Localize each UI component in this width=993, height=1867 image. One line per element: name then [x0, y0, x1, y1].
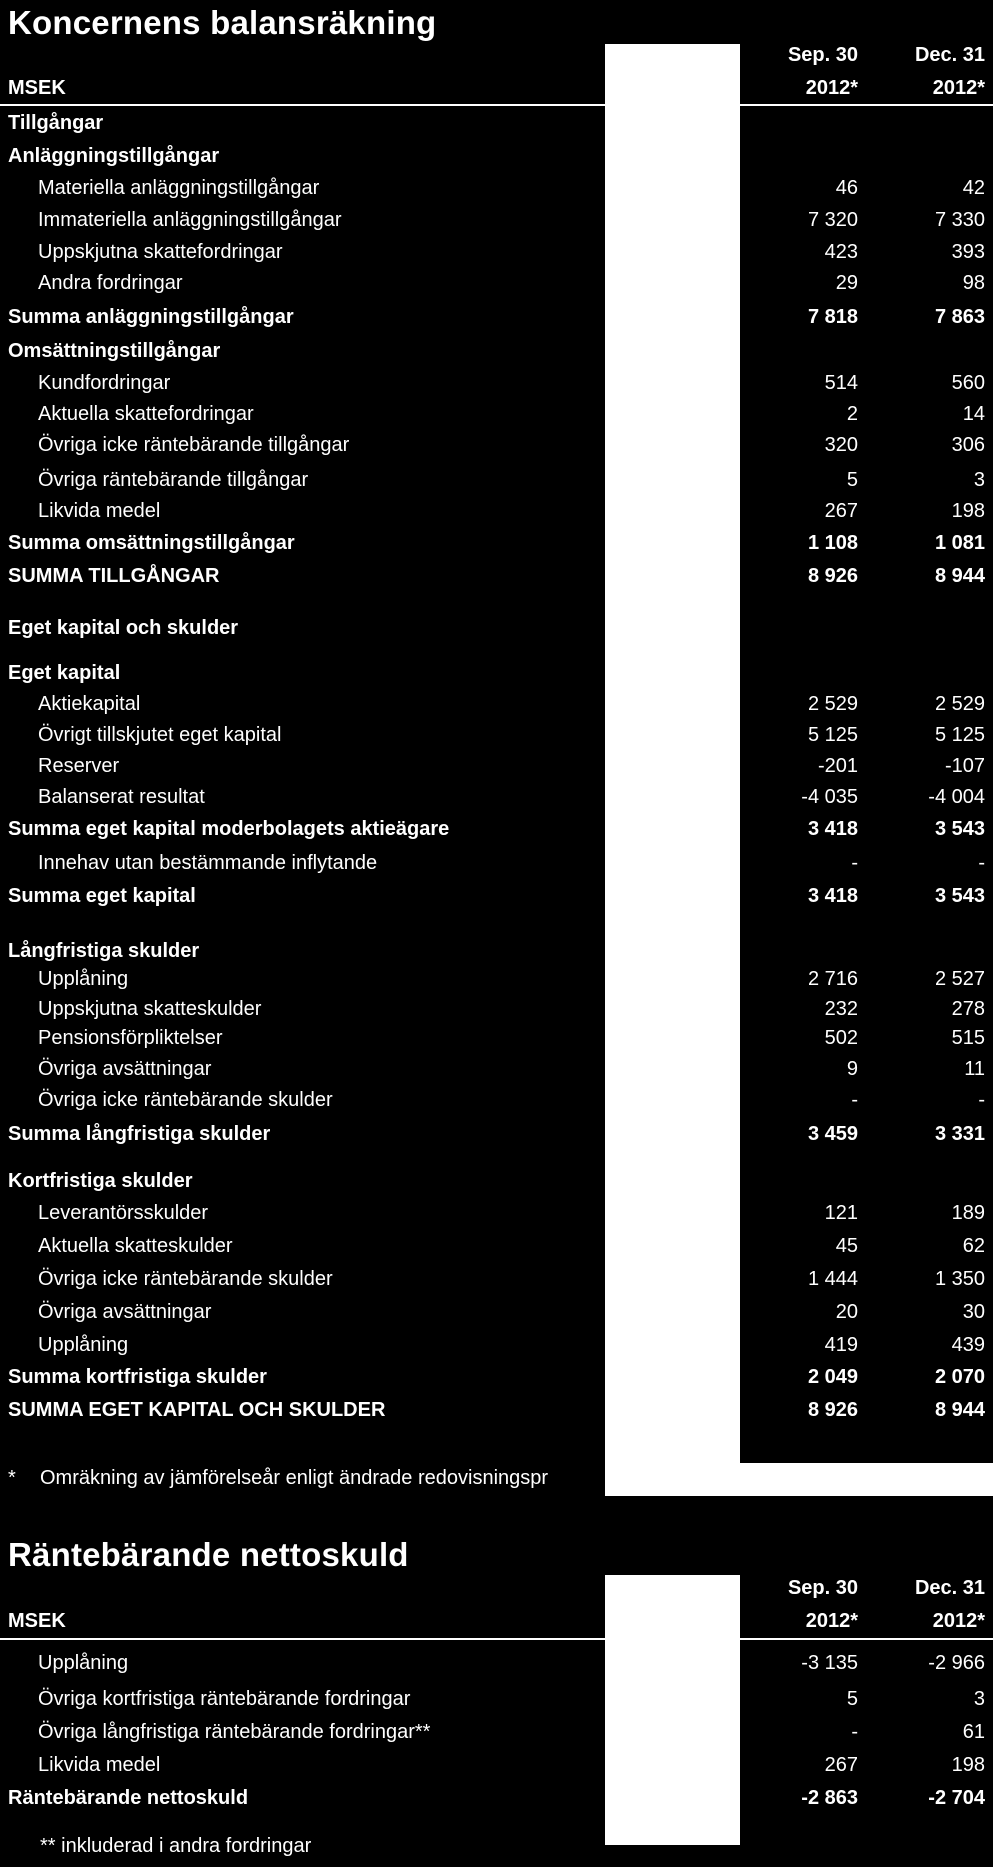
table-row: [0, 617, 993, 647]
table-row: [0, 1754, 993, 1784]
row-value-dec31: 7 330: [934, 209, 985, 231]
balance-title: Koncernens balansräkning: [8, 4, 437, 41]
row-value-dec31: -2 704: [928, 1787, 985, 1809]
netdebt-title: Räntebärande nettoskuld: [8, 1536, 409, 1573]
table-row: [0, 852, 993, 882]
row-value-sep30: 232: [824, 998, 858, 1020]
row-value-sep30: -: [851, 1089, 858, 1111]
row-value-sep30: 20: [835, 1301, 858, 1323]
row-value-sep30: 3 459: [807, 1123, 858, 1145]
table-row: [0, 145, 993, 175]
table-row: [0, 209, 993, 239]
row-label: Upplåning: [38, 1334, 129, 1356]
row-value-sep30: 423: [824, 241, 858, 263]
row-label: Aktiekapital: [38, 693, 141, 715]
row-label: Anläggningstillgångar: [8, 145, 220, 167]
row-value-sep30: 3 418: [807, 818, 858, 840]
row-value-sep30: 9: [846, 1058, 858, 1080]
table-row: [0, 724, 993, 754]
table-row: [0, 1027, 993, 1057]
row-value-sep30: 5 125: [807, 724, 858, 746]
balance-footnote-mark: *: [8, 1467, 16, 1489]
table-row: [0, 403, 993, 433]
row-label: Övriga avsättningar: [38, 1058, 212, 1080]
balance-col2-header-line1: Dec. 31: [914, 44, 985, 66]
table-row: [0, 1334, 993, 1364]
table-row: [0, 1301, 993, 1331]
row-label: Övriga icke räntebärande skulder: [38, 1268, 333, 1290]
row-label: Materiella anläggningstillgångar: [38, 177, 320, 199]
row-value-sep30: 3 418: [807, 885, 858, 907]
row-value-sep30: -3 135: [801, 1652, 858, 1674]
table-row: [0, 1202, 993, 1232]
row-value-dec31: 3 331: [934, 1123, 985, 1145]
row-value-sep30: 514: [824, 372, 858, 394]
row-value-sep30: 5: [846, 469, 858, 491]
row-label: Räntebärande nettoskuld: [8, 1787, 249, 1809]
row-value-sep30: 121: [824, 1202, 858, 1224]
row-value-sep30: 7 320: [807, 209, 858, 231]
row-label: Övriga räntebärande tillgångar: [38, 469, 309, 491]
row-label: Övriga icke räntebärande skulder: [38, 1089, 333, 1111]
row-value-dec31: 11: [964, 1058, 985, 1080]
table-row: [0, 1787, 993, 1817]
netdebt-col2-header-line1: Dec. 31: [914, 1577, 985, 1599]
row-value-dec31: -2 966: [928, 1652, 985, 1674]
row-value-dec31: 393: [951, 241, 985, 263]
row-label: Upplåning: [38, 1652, 129, 1674]
row-value-dec31: 198: [951, 1754, 985, 1776]
row-value-dec31: 98: [962, 272, 985, 294]
row-value-sep30: -201: [817, 755, 858, 777]
row-value-dec31: -4 004: [928, 786, 985, 808]
row-value-sep30: 8 926: [807, 1399, 858, 1421]
row-value-sep30: 267: [824, 500, 858, 522]
row-value-dec31: 14: [962, 403, 985, 425]
row-value-sep30: -: [851, 1721, 858, 1743]
row-label: Långfristiga skulder: [8, 940, 200, 962]
row-value-sep30: -2 863: [801, 1787, 858, 1809]
row-value-sep30: 267: [824, 1754, 858, 1776]
row-label: Övrigt tillskjutet eget kapital: [38, 724, 282, 746]
row-value-sep30: 1 444: [807, 1268, 858, 1290]
row-value-dec31: 2 070: [934, 1366, 985, 1388]
row-value-dec31: 3: [973, 469, 985, 491]
row-value-dec31: 306: [951, 434, 985, 456]
row-value-sep30: 419: [824, 1334, 858, 1356]
row-value-dec31: -: [978, 852, 985, 874]
netdebt-footnote-text: ** inkluderad i andra fordringar: [40, 1835, 312, 1857]
row-value-dec31: 42: [962, 177, 985, 199]
table-row: [0, 112, 993, 142]
row-label: Summa anläggningstillgångar: [8, 306, 294, 328]
row-value-dec31: 3: [973, 1688, 985, 1710]
row-label: Summa eget kapital: [8, 885, 196, 907]
table-row: [0, 177, 993, 207]
balance-col2-header-line2: 2012*: [932, 77, 985, 99]
table-row: [0, 1170, 993, 1200]
row-label: Eget kapital: [8, 662, 121, 684]
row-value-dec31: 439: [951, 1334, 985, 1356]
row-value-dec31: 3 543: [934, 885, 985, 907]
row-label: Kortfristiga skulder: [8, 1170, 193, 1192]
row-label: Leverantörsskulder: [38, 1202, 209, 1224]
table-row: [0, 818, 993, 848]
balance-footnote-text: Omräkning av jämförelseår enligt ändrade redovisningspr: [40, 1467, 549, 1489]
row-label: Aktuella skattefordringar: [38, 403, 254, 425]
row-value-dec31: 7 863: [934, 306, 985, 328]
row-label: Omsättningstillgångar: [8, 340, 221, 362]
row-value-dec31: 560: [951, 372, 985, 394]
row-value-sep30: 1 108: [807, 532, 858, 554]
row-label: Tillgångar: [8, 112, 104, 134]
table-row: [0, 469, 993, 499]
row-label: Uppskjutna skattefordringar: [38, 241, 283, 263]
row-value-sep30: 7 818: [807, 306, 858, 328]
row-label: Immateriella anläggningstillgångar: [38, 209, 342, 231]
footnote-highlight-bar: [605, 1463, 993, 1496]
table-row: [0, 693, 993, 723]
row-label: Övriga icke räntebärande tillgångar: [38, 434, 350, 456]
row-value-sep30: 46: [835, 177, 858, 199]
row-label: Pensionsförpliktelser: [38, 1027, 223, 1049]
table-row: [0, 434, 993, 464]
row-label: Andra fordringar: [38, 272, 183, 294]
row-label: Innehav utan bestämmande inflytande: [38, 852, 378, 874]
table-row: [0, 662, 993, 692]
row-value-dec31: -: [978, 1089, 985, 1111]
row-value-sep30: 502: [824, 1027, 858, 1049]
row-label: SUMMA EGET KAPITAL OCH SKULDER: [8, 1399, 386, 1421]
row-label: SUMMA TILLGÅNGAR: [8, 565, 220, 587]
balance-col1-header-line2: 2012*: [805, 77, 858, 99]
row-value-sep30: -4 035: [801, 786, 858, 808]
row-value-dec31: 1 350: [934, 1268, 985, 1290]
table-row: [0, 940, 993, 970]
netdebt-col2-header-line2: 2012*: [932, 1610, 985, 1632]
row-value-dec31: 8 944: [934, 1399, 985, 1421]
table-row: [0, 1235, 993, 1265]
table-row: [0, 272, 993, 302]
row-value-dec31: 61: [962, 1721, 985, 1743]
row-value-dec31: 278: [951, 998, 985, 1020]
netdebt-header-rule: [0, 1638, 993, 1640]
row-value-sep30: 8 926: [807, 565, 858, 587]
table-row: [0, 1089, 993, 1119]
row-value-sep30: 2 529: [807, 693, 858, 715]
row-label: Likvida medel: [38, 1754, 161, 1776]
row-label: Summa eget kapital moderbolagets aktieägare: [8, 818, 450, 840]
row-value-dec31: 30: [962, 1301, 985, 1323]
row-value-dec31: 2 529: [934, 693, 985, 715]
table-row: [0, 372, 993, 402]
row-value-dec31: 5 125: [934, 724, 985, 746]
netdebt-col1-header-line1: Sep. 30: [787, 1577, 858, 1599]
row-label: Övriga kortfristiga räntebärande fordringar: [38, 1688, 411, 1710]
row-label: Övriga långfristiga räntebärande fordringar**: [38, 1721, 431, 1743]
row-value-dec31: 515: [951, 1027, 985, 1049]
table-row: [0, 786, 993, 816]
table-row: [0, 1366, 993, 1396]
row-value-dec31: 1 081: [934, 532, 985, 554]
row-label: Övriga avsättningar: [38, 1301, 212, 1323]
row-label: Reserver: [38, 755, 120, 777]
row-label: Balanserat resultat: [38, 786, 205, 808]
row-value-sep30: 2: [846, 403, 858, 425]
table-row: [0, 241, 993, 271]
row-value-dec31: 189: [951, 1202, 985, 1224]
table-row: [0, 500, 993, 530]
netdebt-unit-label: MSEK: [8, 1610, 66, 1632]
row-label: Kundfordringar: [38, 372, 171, 394]
balance-header-rule: [0, 104, 993, 106]
table-row: [0, 1123, 993, 1153]
table-row: [0, 565, 993, 595]
row-value-dec31: 62: [962, 1235, 985, 1257]
row-value-sep30: 2 716: [807, 968, 858, 990]
balance-col1-header-line1: Sep. 30: [787, 44, 858, 66]
table-row: [0, 340, 993, 370]
row-value-sep30: 29: [835, 272, 858, 294]
table-row: [0, 968, 993, 998]
row-value-sep30: 320: [824, 434, 858, 456]
row-value-sep30: 45: [835, 1235, 858, 1257]
table-row: [0, 755, 993, 785]
row-value-dec31: -107: [944, 755, 985, 777]
table-row: [0, 1652, 993, 1682]
row-value-dec31: 3 543: [934, 818, 985, 840]
table-row: [0, 306, 993, 336]
row-label: Summa kortfristiga skulder: [8, 1366, 267, 1388]
row-value-sep30: 5: [846, 1688, 858, 1710]
balance-unit-label: MSEK: [8, 77, 66, 99]
row-label: Upplåning: [38, 968, 129, 990]
table-row: [0, 532, 993, 562]
row-value-dec31: 8 944: [934, 565, 985, 587]
row-value-dec31: 2 527: [934, 968, 985, 990]
row-value-dec31: 198: [951, 500, 985, 522]
row-value-sep30: 2 049: [807, 1366, 858, 1388]
table-row: [0, 1688, 993, 1718]
row-label: Summa långfristiga skulder: [8, 1123, 271, 1145]
table-row: [0, 885, 993, 915]
row-label: Likvida medel: [38, 500, 161, 522]
table-row: [0, 1721, 993, 1751]
table-row: [0, 1399, 993, 1429]
table-row: [0, 998, 993, 1028]
netdebt-col1-header-line2: 2012*: [805, 1610, 858, 1632]
row-label: Summa omsättningstillgångar: [8, 532, 295, 554]
table-row: [0, 1268, 993, 1298]
row-label: Eget kapital och skulder: [8, 617, 239, 639]
table-row: [0, 1058, 993, 1088]
row-label: Uppskjutna skatteskulder: [38, 998, 262, 1020]
row-label: Aktuella skatteskulder: [38, 1235, 233, 1257]
row-value-sep30: -: [851, 852, 858, 874]
